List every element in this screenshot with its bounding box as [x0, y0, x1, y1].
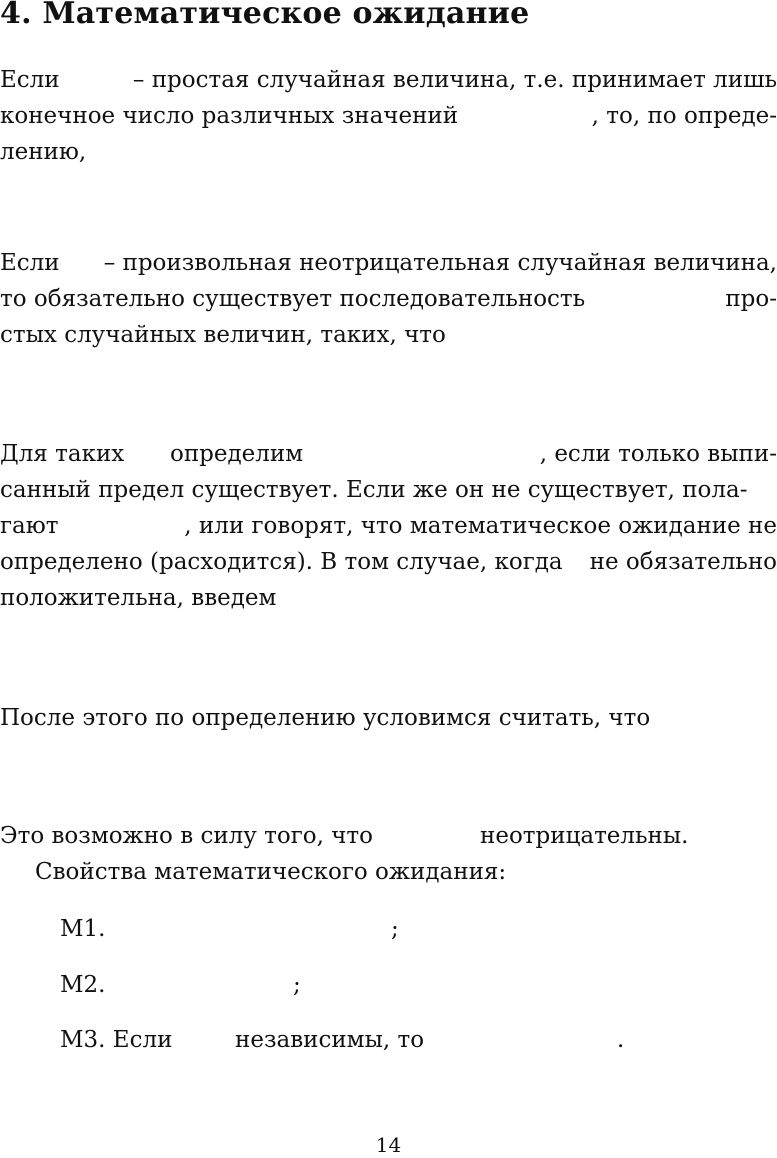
page-number: 14 — [375, 1133, 402, 1157]
property-m3-middle: независимы, то — [235, 1027, 425, 1053]
text-fragment: гают — [0, 513, 59, 539]
text-fragment: Если — [0, 250, 60, 276]
paragraph-2-line-1 — [0, 245, 777, 281]
text-fragment: то обязательно существует последовательность — [0, 286, 586, 312]
text-fragment: – простая случайная величина, т.е. принимает лишь — [132, 67, 777, 93]
property-m2-label: M2. — [60, 972, 106, 998]
text-fragment: конечное число различных значений — [0, 103, 459, 129]
paragraph-2-line-3: стых случайных величин, таких, что — [0, 322, 446, 348]
text-fragment: определено (расходится). В том случае, когда — [0, 549, 563, 575]
text-fragment: Для таких — [0, 441, 125, 467]
paragraph-3-line-2: санный предел существует. Если же он не существует, пола- — [0, 477, 748, 503]
text-fragment: определим — [170, 441, 304, 467]
paragraph-4: После этого по определению условимся считать, что — [0, 705, 651, 731]
paragraph-1-line-2 — [0, 98, 777, 134]
property-m1-end: ; — [391, 916, 399, 942]
paragraph-3-line-3 — [0, 508, 777, 544]
text-fragment: про- — [725, 286, 777, 312]
paragraph-1-line-1 — [0, 62, 777, 98]
text-fragment: не обязательно — [589, 549, 777, 575]
paragraph-1-line-3: лению, — [0, 139, 87, 165]
property-m3-end: . — [617, 1027, 625, 1053]
paragraph-3-line-5: положительна, введем — [0, 585, 277, 611]
property-m1-label: M1. — [60, 916, 106, 942]
section-title: 4. Математическое ожидание — [0, 0, 530, 31]
paragraph-2-line-2 — [0, 281, 777, 317]
properties-heading: Свойства математического ожидания: — [35, 859, 507, 885]
text-fragment: Это возможно в силу того, что — [0, 823, 373, 849]
text-fragment: неотрицательны. — [480, 823, 689, 849]
property-m2-end: ; — [293, 972, 301, 998]
text-fragment: Если — [0, 67, 60, 93]
text-fragment: – произвольная неотрицательная случайная величина, — [103, 250, 777, 276]
text-fragment: , или говорят, что математическое ожидание не — [184, 513, 777, 539]
text-fragment: , если только выпи- — [539, 441, 777, 467]
text-fragment: , то, по опреде- — [591, 103, 777, 129]
property-m3-label: M3. Если — [60, 1027, 173, 1053]
paragraph-3-line-4 — [0, 544, 777, 580]
